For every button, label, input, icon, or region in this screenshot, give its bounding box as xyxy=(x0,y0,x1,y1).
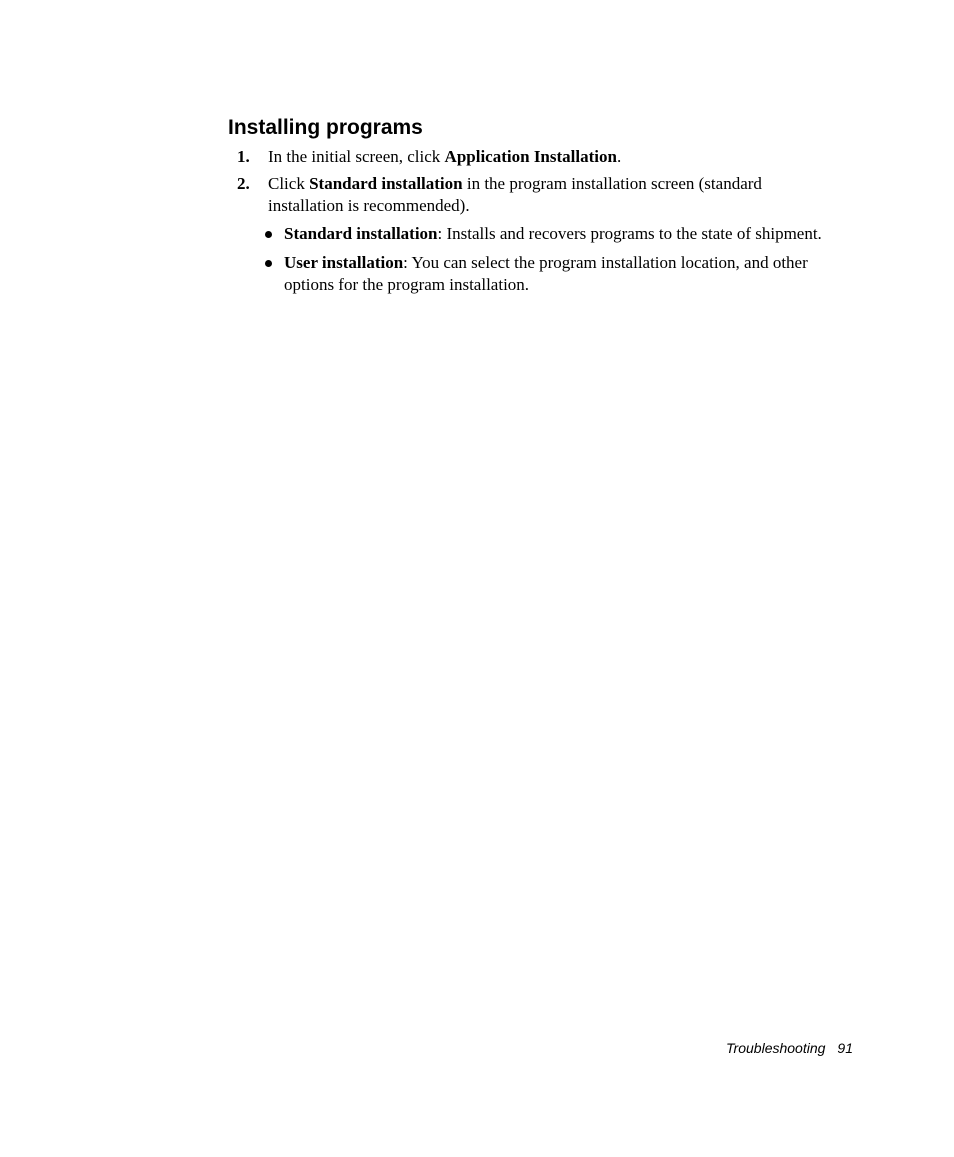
option-text: User installation: You can select the program installation location, and other options for the program installation. xyxy=(284,253,808,294)
step-text: In the initial screen, click Application Installation. xyxy=(268,147,622,166)
option-text: Standard installation: Installs and recovers programs to the state of shipment. xyxy=(284,224,822,243)
footer-section-name: Troubleshooting xyxy=(726,1040,826,1056)
page-footer xyxy=(726,1039,853,1057)
step-text: Click Standard installation in the program installation screen (standard installation is recommended). xyxy=(268,174,762,215)
ui-term: Application Installation xyxy=(444,147,617,166)
section-heading: Installing programs xyxy=(228,116,423,139)
bullet-icon xyxy=(265,260,272,267)
step-number: 1. xyxy=(237,147,250,166)
page-number: 91 xyxy=(837,1040,853,1056)
option-term: User installation xyxy=(284,253,404,272)
step-number: 2. xyxy=(237,174,250,193)
ui-term: Standard installation xyxy=(309,174,463,193)
bullet-icon xyxy=(265,231,272,238)
option-term: Standard installation xyxy=(284,224,438,243)
